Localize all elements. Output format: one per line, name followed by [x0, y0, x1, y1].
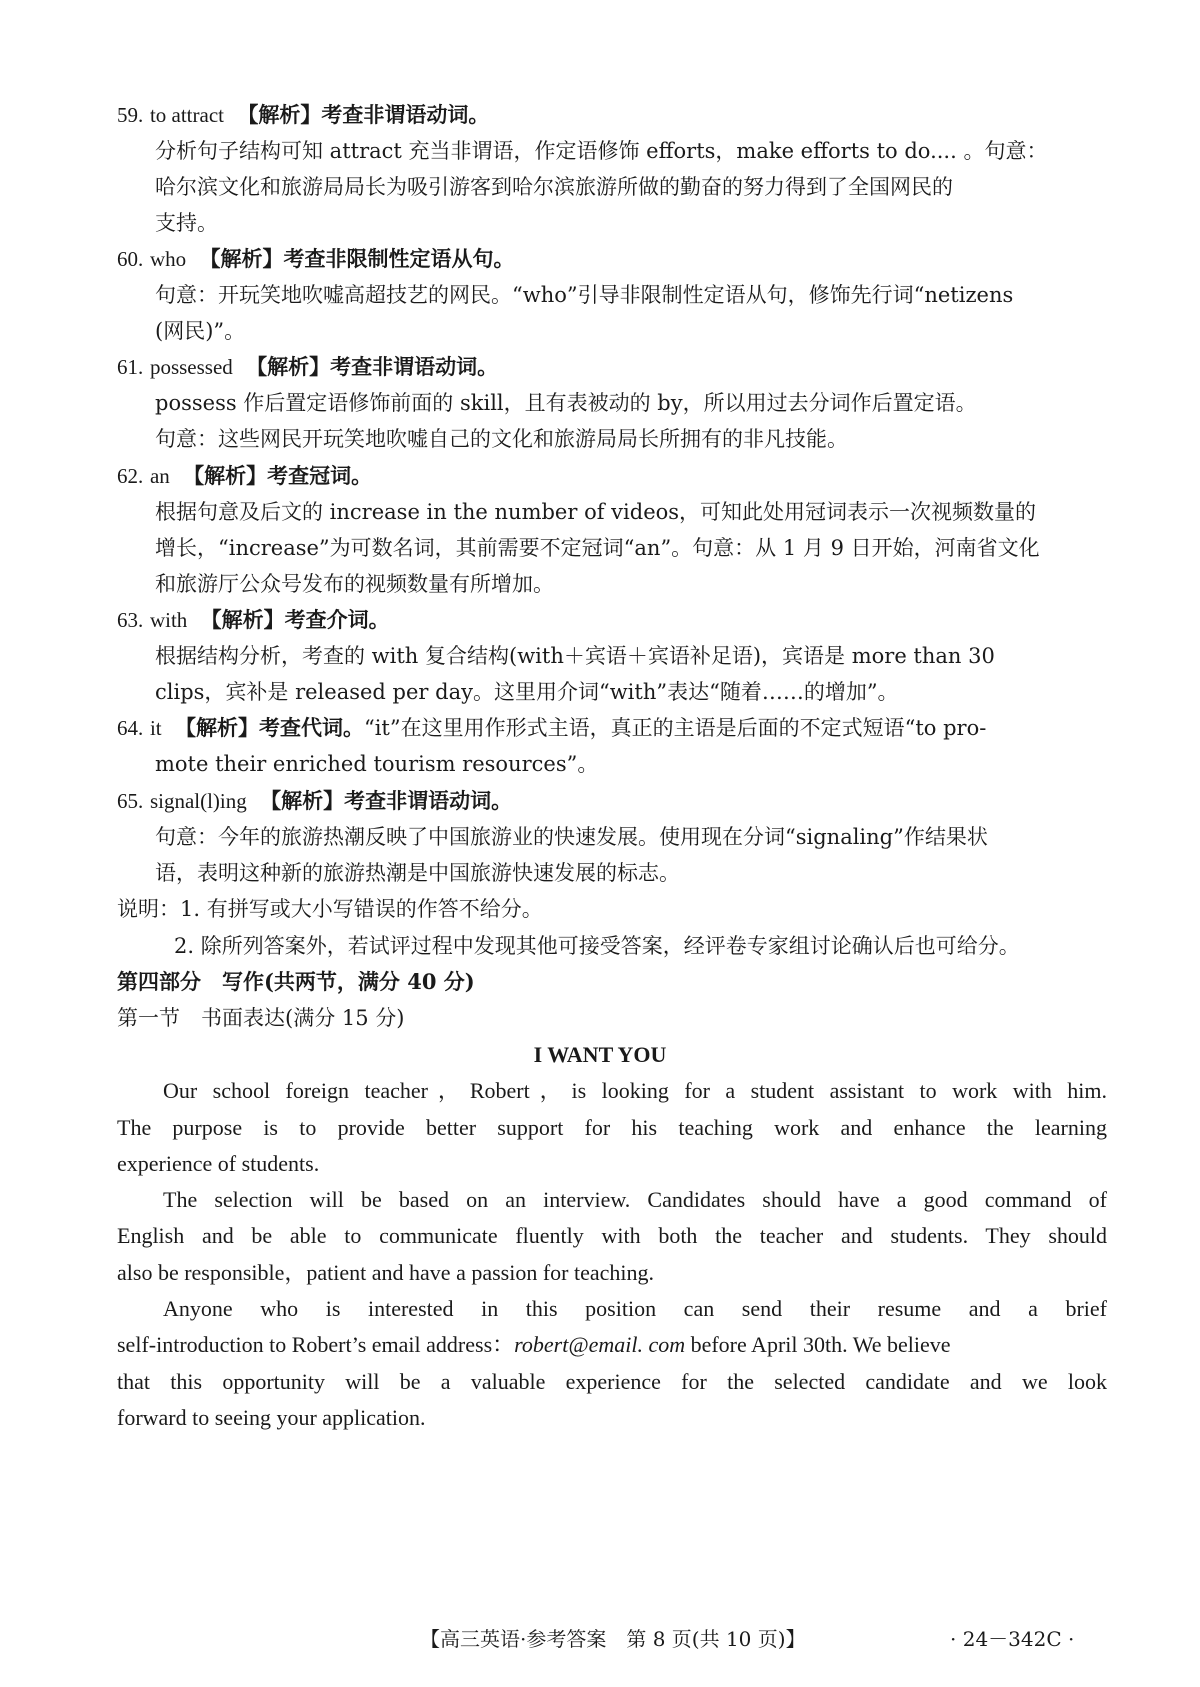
answer-61-head: 61. possessed 【解析】考查非谓语动词。 — [117, 354, 499, 379]
answer-65-line: 语，表明这种新的旅游热潮是中国旅游快速发展的标志。 — [155, 861, 680, 885]
answer-59-line: 支持。 — [155, 211, 218, 235]
answer-64-head: 64. it 【解析】考查代词。“it”在这里用作形式主语，真正的主语是后面的不定式短语“to pro- — [117, 715, 987, 740]
answer-63-line: clips，宾补是 released per day。这里用介词“with”表达“随着……的增加”。 — [155, 680, 899, 704]
essay-line: English and be able to communicate fluently with both the teacher and students. They should — [117, 1223, 1107, 1248]
answer-64-line: mote their enriched tourism resources”。 — [155, 752, 599, 776]
answer-62-line: 增长，“increase”为可数名词，其前需要不定冠词“an”。句意：从 1 月 9 日开始，河南省文化 — [155, 536, 1040, 560]
answer-61-line: possess 作后置定语修饰前面的 skill，且有表被动的 by，所以用过去分词作后置定语。 — [155, 391, 977, 415]
essay-line: The selection will be based on an interview. Candidates should have a good command of — [163, 1187, 1107, 1212]
answer-60-head: 60. who 【解析】考查非限制性定语从句。 — [117, 246, 515, 271]
answer-59-head: 59. to attract 【解析】考查非谓语动词。 — [117, 102, 490, 127]
essay-line: self-introduction to Robert’s email address：robert@email. com before April 30th. We believe — [117, 1332, 951, 1357]
answer-62-head: 62. an 【解析】考查冠词。 — [117, 463, 373, 488]
essay-title: I WANT YOU — [533, 1042, 667, 1067]
essay-line: also be responsible，patient and have a passion for teaching. — [117, 1260, 655, 1285]
answer-60-line: 句意：开玩笑地吹嘘高超技艺的网民。“who”引导非限制性定语从句，修饰先行词“netizens — [155, 283, 1014, 307]
essay-line: experience of students. — [117, 1151, 320, 1176]
essay-line: forward to seeing your application. — [117, 1405, 426, 1430]
answer-65-head: 65. signal(l)ing 【解析】考查非谓语动词。 — [117, 788, 513, 813]
answer-62-line: 和旅游厅公众号发布的视频数量有所增加。 — [155, 572, 554, 596]
essay-line: Anyone who is interested in this position can send their resume and a brief — [163, 1296, 1107, 1321]
section-1-heading: 第一节 书面表达(满分 15 分) — [117, 1006, 405, 1030]
answer-61-line: 句意：这些网民开玩笑地吹嘘自己的文化和旅游局局长所拥有的非凡技能。 — [155, 427, 848, 451]
essay-line: Our school foreign teacher，Robert，is looking for a student assistant to work with him. — [163, 1078, 1107, 1103]
part-4-heading: 第四部分 写作(共两节，满分 40 分) — [117, 969, 475, 994]
answer-65-line: 句意：今年的旅游热潮反映了中国旅游业的快速发展。使用现在分词“signaling”作结果状 — [155, 825, 988, 849]
essay-line: The purpose is to provide better support for his teaching work and enhance the learning — [117, 1115, 1107, 1140]
answer-63-line: 根据结构分析，考查的 with 复合结构(with＋宾语＋宾语补足语)，宾语是 more than 30 — [155, 644, 995, 668]
essay-line: that this opportunity will be a valuable experience for the selected candidate and we look — [117, 1369, 1107, 1394]
page-footer: 【高三英语·参考答案 第 8 页(共 10 页)】 — [420, 1627, 806, 1651]
answer-59-line: 哈尔滨文化和旅游局局长为吸引游客到哈尔滨旅游所做的勤奋的努力得到了全国网民的 — [155, 175, 953, 199]
doc-code: · 24－342C · — [950, 1627, 1075, 1651]
answer-59-line: 分析句子结构可知 attract 充当非谓语，作定语修饰 efforts，make efforts to do.... 。句意： — [155, 139, 1048, 163]
note-2: 2. 除所列答案外，若试评过程中发现其他可接受答案，经评卷专家组讨论确认后也可给分。 — [174, 934, 1020, 958]
answer-60-line: (网民)”。 — [155, 319, 246, 343]
answer-62-line: 根据句意及后文的 increase in the number of videos，可知此处用冠词表示一次视频数量的 — [155, 500, 1037, 524]
answer-63-head: 63. with 【解析】考查介词。 — [117, 607, 390, 632]
email-address: robert@email. com — [514, 1332, 686, 1357]
note-1: 说明：1. 有拼写或大小写错误的作答不给分。 — [117, 897, 543, 921]
